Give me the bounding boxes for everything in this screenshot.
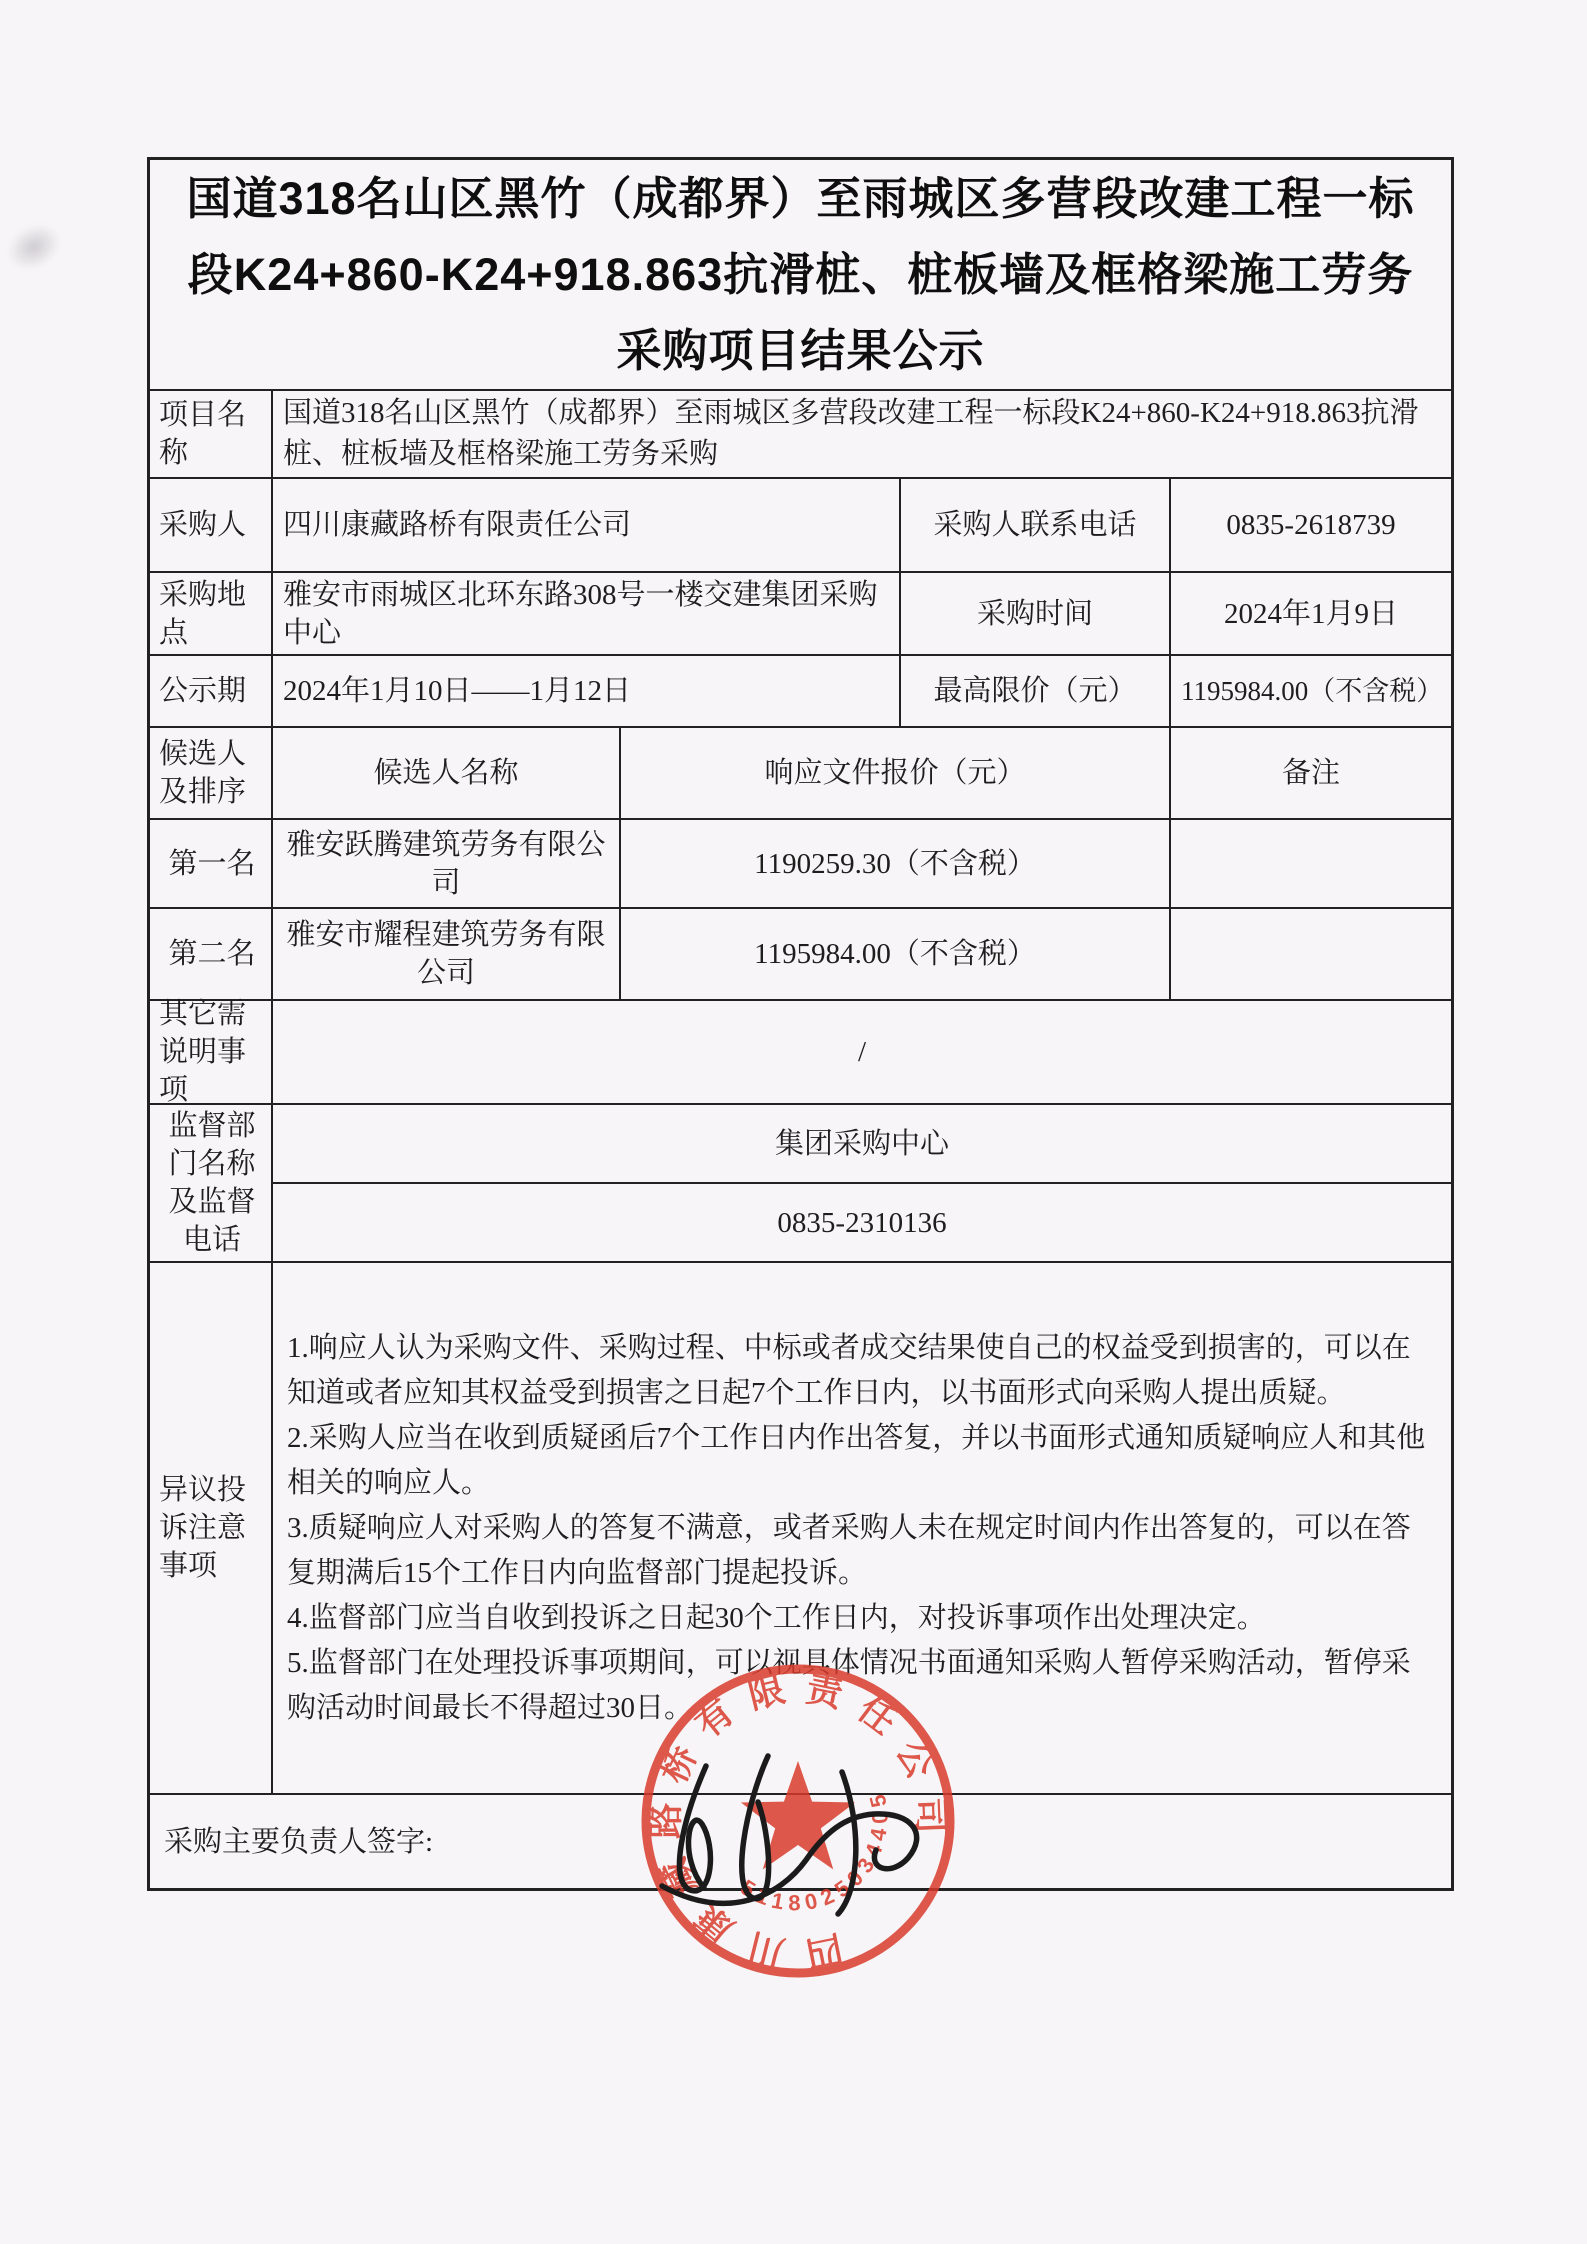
objection-item: 5.监督部门在处理投诉事项期间，可以视具体情况书面通知采购人暂停采购活动，暂停采购活动时间最长不得超过30日。 <box>287 1646 1411 1724</box>
seal-company-name: 四川康藏路桥有限责任公司 <box>645 1668 951 1974</box>
candidate-price: 1190259.30（不含税） <box>621 820 1171 907</box>
candidates-remark-header: 备注 <box>1281 757 1340 789</box>
publicity-row <box>150 656 1451 728</box>
objection-item: 2.采购人应当在收到质疑函后7个工作日内作出答复，并以书面形式通知质疑响应人和其他相关的响应人。 <box>287 1421 1426 1499</box>
supervision-label: 监督部门名称及监督电话 <box>150 1105 273 1261</box>
purchaser-value: 四川康藏路桥有限责任公司 <box>273 479 901 571</box>
candidate-name: 雅安跃腾建筑劳务有限公司 <box>273 820 621 907</box>
scan-smudge <box>0 215 69 278</box>
supervision-phone: 0835-2310136 <box>777 1206 947 1239</box>
purchaser-label: 采购人 <box>150 479 273 571</box>
candidate-price: 1195984.00（不含税） <box>621 909 1171 999</box>
location-value: 雅安市雨城区北环东路308号一楼交建集团采购中心 <box>273 573 901 654</box>
purchaser-phone-label: 采购人联系电话 <box>901 479 1171 571</box>
project-name-value: 国道318名山区黑竹（成都界）至雨城区多营段改建工程一标段K24+860-K24+918.863抗滑桩、桩板墙及框格梁施工劳务采购 <box>283 397 1419 470</box>
purchaser-row <box>150 479 1451 573</box>
candidate-rank: 第二名 <box>150 909 273 999</box>
candidate-row <box>150 909 1451 1001</box>
project-name-label: 项目名称 <box>150 391 273 477</box>
candidates-rank-header: 候选人及排序 <box>150 728 273 818</box>
document-title: 国道318名山区黑竹（成都界）至雨城区多营段改建工程一标段K24+860-K24+918.863抗滑桩、桩板墙及框格梁施工劳务采购项目结果公示 <box>186 172 1415 376</box>
handwritten-signature <box>610 1738 950 1928</box>
candidate-rank: 第一名 <box>150 820 273 907</box>
supervision-department: 集团采购中心 <box>273 1105 1451 1184</box>
candidate-remark <box>1171 909 1451 999</box>
max-price-value: 1195984.00（不含税） <box>1181 675 1444 706</box>
candidate-remark <box>1171 820 1451 907</box>
project-name-row <box>150 391 1451 479</box>
candidates-name-header: 候选人名称 <box>273 728 621 818</box>
publicity-label: 公示期 <box>150 656 273 726</box>
publicity-value: 2024年1月10日——1月12日 <box>273 656 901 726</box>
time-label: 采购时间 <box>901 573 1171 654</box>
objection-item: 4.监督部门应当自收到投诉之日起30个工作日内，对投诉事项作出处理决定。 <box>287 1601 1266 1634</box>
supervision-row <box>150 1105 1451 1263</box>
other-notes-row <box>150 998 1451 1106</box>
location-label: 采购地点 <box>150 573 273 654</box>
supervision-values <box>273 1105 1451 1261</box>
other-notes-value: / <box>857 1036 867 1068</box>
max-price-label: 最高限价（元） <box>901 656 1171 726</box>
purchaser-phone-value: 0835-2618739 <box>1226 509 1396 541</box>
seal-serial-number: 5118025034405 <box>736 1786 893 1916</box>
other-notes-label: 其它需说明事项 <box>150 1001 273 1103</box>
signature-label: 采购主要负责人签字: <box>164 1825 434 1858</box>
candidate-row <box>150 820 1451 909</box>
procurement-result-table <box>147 157 1454 1891</box>
candidates-header-row <box>150 728 1451 820</box>
candidate-name: 雅安市耀程建筑劳务有限公司 <box>273 909 621 999</box>
time-value: 2024年1月9日 <box>1223 597 1398 630</box>
objection-item: 1.响应人认为采购文件、采购过程、中标或者成交结果使自己的权益受到损害的，可以在知道或者应知其权益受到损害之日起7个工作日内，以书面形式向采购人提出质疑。 <box>287 1331 1411 1409</box>
objection-label: 异议投诉注意事项 <box>150 1263 273 1793</box>
candidates-price-header: 响应文件报价（元） <box>621 728 1171 818</box>
title-row <box>150 160 1451 391</box>
objection-item: 3.质疑响应人对采购人的答复不满意，或者采购人未在规定时间内作出答复的，可以在答复期满后15个工作日内向监督部门提起投诉。 <box>287 1511 1411 1589</box>
location-row <box>150 573 1451 656</box>
